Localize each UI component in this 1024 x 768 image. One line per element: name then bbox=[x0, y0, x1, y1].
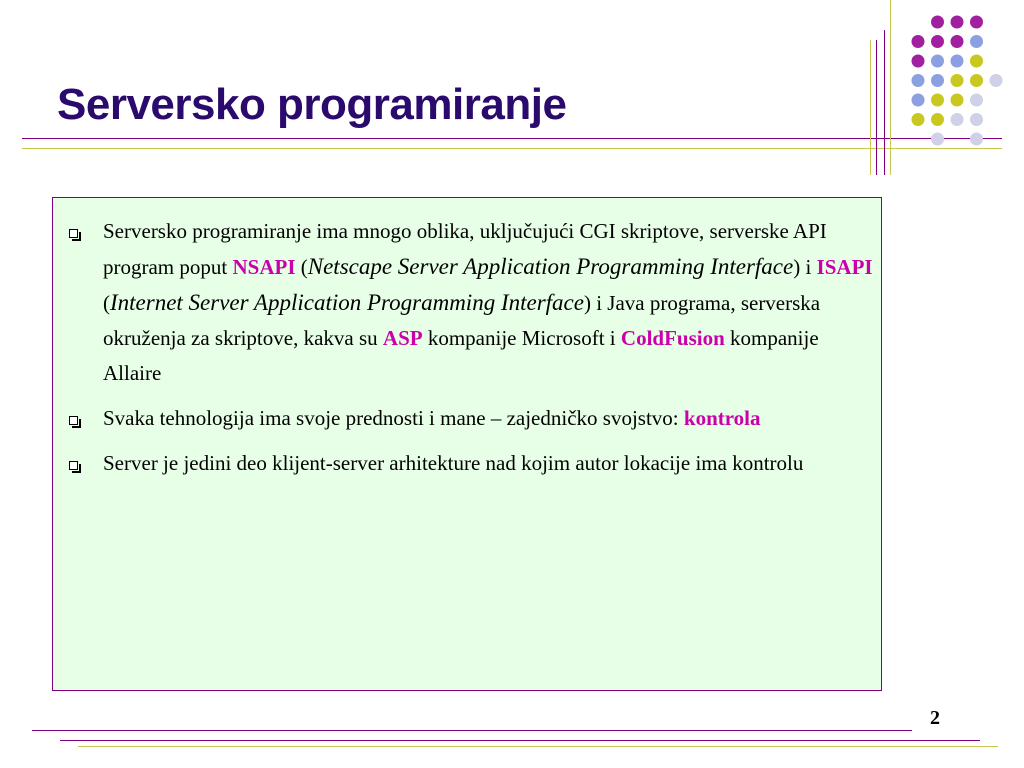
bullet-text: ) i bbox=[793, 255, 817, 279]
decor-dot bbox=[951, 113, 964, 126]
decor-dot bbox=[970, 35, 983, 48]
coldfusion-term: ColdFusion bbox=[620, 326, 725, 350]
bullet-text: Serversko programiranje ima mnogo oblika, uključujući CGI skriptove, serverske API program poput bbox=[103, 219, 827, 279]
bullet-item bbox=[53, 446, 881, 481]
decor-dot bbox=[951, 74, 964, 87]
decor-dot bbox=[931, 133, 944, 146]
decor-dot bbox=[912, 94, 925, 107]
nsapi-term: NSAPI bbox=[232, 255, 296, 279]
decor-dot bbox=[970, 94, 983, 107]
decor-vline-4 bbox=[890, 0, 891, 175]
decor-dot bbox=[912, 113, 925, 126]
checkbox-bullet-icon bbox=[69, 416, 78, 425]
decor-dot bbox=[970, 55, 983, 68]
nsapi-expansion: Netscape Server Application Programming Interface bbox=[307, 254, 794, 279]
decor-vline-1 bbox=[870, 40, 871, 175]
bullet-text: ( bbox=[295, 255, 308, 279]
decor-dot bbox=[990, 74, 1003, 87]
bullet-text: ( bbox=[103, 291, 110, 315]
bullet-list bbox=[53, 198, 881, 481]
decor-dot bbox=[970, 133, 983, 146]
decor-dot bbox=[931, 94, 944, 107]
decor-dot bbox=[912, 55, 925, 68]
title-underline-olive bbox=[22, 148, 1002, 149]
decor-dot bbox=[931, 113, 944, 126]
kontrola-term: kontrola bbox=[683, 406, 761, 430]
bullet-text: Server je jedini deo klijent-server arhitekture nad kojim autor lokacije ima kontrolu bbox=[103, 451, 804, 475]
decor-dot bbox=[970, 113, 983, 126]
content-box bbox=[52, 197, 882, 691]
bullet-text: Svaka tehnologija ima svoje prednosti i mane – zajedničko svojstvo: bbox=[103, 406, 684, 430]
decor-dot bbox=[951, 55, 964, 68]
footer-line-purple-top bbox=[32, 730, 912, 731]
bullet-text: ) i Java programa, serverska okruženja za skriptove, kakva su bbox=[103, 291, 821, 350]
checkbox-bullet-icon bbox=[69, 461, 78, 470]
decor-dot bbox=[912, 74, 925, 87]
decor-dot bbox=[951, 94, 964, 107]
bullet-text: kompanije Allaire bbox=[103, 326, 819, 385]
bullet-item bbox=[53, 401, 881, 436]
title-underline-purple bbox=[22, 138, 1002, 139]
isapi-term: ISAPI bbox=[816, 255, 873, 279]
bullet-text: kompanije Microsoft i bbox=[422, 326, 621, 350]
bullet-item bbox=[53, 214, 881, 391]
decor-dot bbox=[951, 16, 964, 29]
footer-line-olive bbox=[78, 746, 998, 747]
slide-number: 2 bbox=[930, 707, 940, 729]
decor-dot bbox=[931, 74, 944, 87]
decor-dot bbox=[970, 16, 983, 29]
decor-dot bbox=[912, 35, 925, 48]
decor-dot bbox=[931, 35, 944, 48]
isapi-expansion: Internet Server Application Programming Interface bbox=[110, 290, 584, 315]
decor-dot bbox=[931, 16, 944, 29]
decor-vline-2 bbox=[876, 40, 877, 175]
decor-dot bbox=[970, 74, 983, 87]
decor-dot bbox=[931, 55, 944, 68]
asp-term: ASP bbox=[382, 326, 423, 350]
decor-dot bbox=[951, 35, 964, 48]
slide-title: Serversko programiranje bbox=[57, 80, 567, 129]
footer-line-purple bbox=[60, 740, 980, 741]
decor-vline-3 bbox=[884, 30, 885, 175]
checkbox-bullet-icon bbox=[69, 229, 78, 238]
